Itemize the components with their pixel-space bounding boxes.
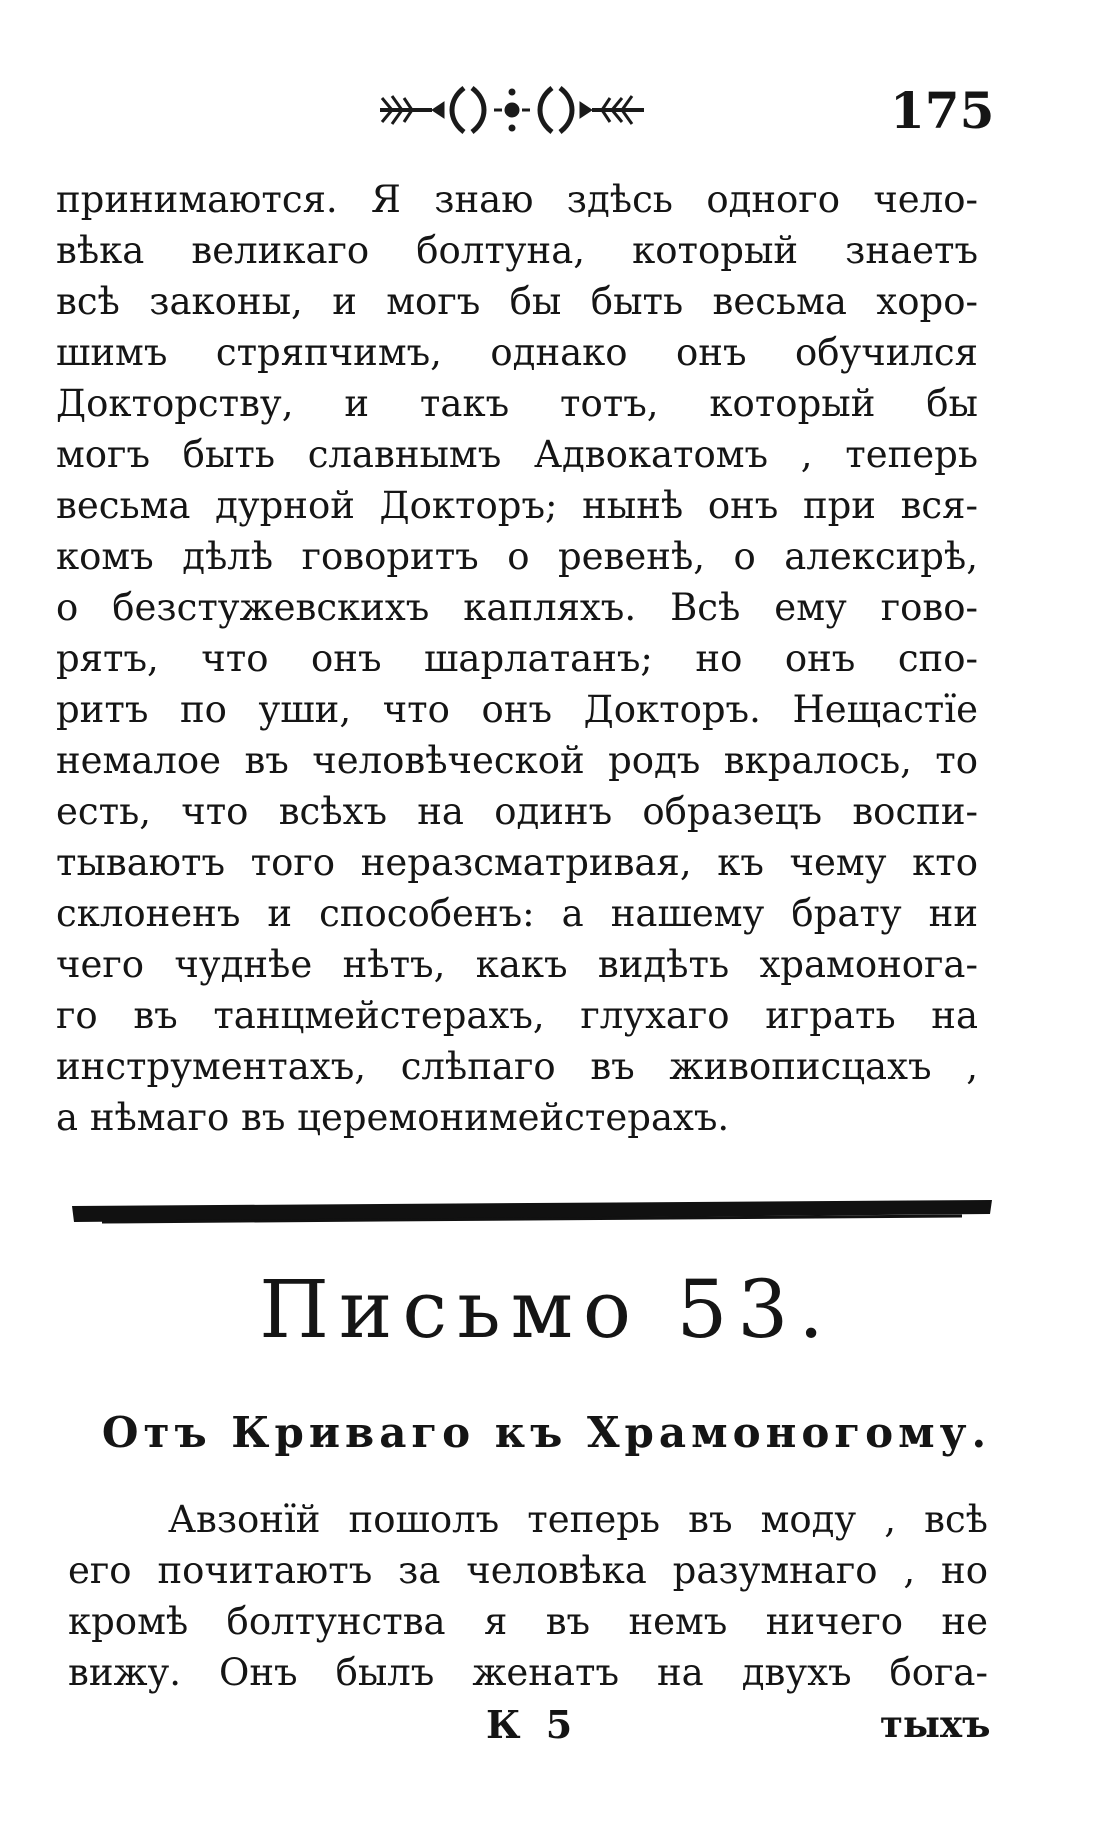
page-number: 175 — [890, 81, 995, 140]
text-line: шимъ стряпчимъ, однако онъ обучился — [56, 331, 978, 374]
text-line: могъ быть славнымъ Адвокатомъ , теперь — [56, 433, 978, 476]
body-text — [56, 174, 978, 1143]
text-line: немалое въ человѣческой родъ вкралось, то — [56, 739, 978, 782]
text-line: вѣка великаго болтуна, который знаетъ — [56, 229, 978, 272]
text-line: чего чуднѣе нѣтъ, какъ видѣть храмонога- — [56, 943, 978, 986]
text-line: тываютъ того неразсматривая, къ чему кто — [56, 841, 978, 884]
text-line: ритъ по уши, что онъ Докторъ. Нещастїе — [56, 688, 978, 731]
letter-heading: Отъ Криваго къ Храмоногому. — [101, 1408, 992, 1457]
text-line: го въ танцмейстерахъ, глухаго играть на — [56, 994, 978, 1037]
text-line: инструментахъ, слѣпаго въ живописцахъ , — [56, 1045, 978, 1088]
text-line: всѣ законы, и могъ бы быть весьма хоро- — [56, 280, 978, 323]
text-line: склоненъ и способенъ: а нашему брату ни — [56, 892, 978, 935]
text-line: принимаются. Я знаю здѣсь одного чело- — [56, 178, 978, 221]
letter-line: Авзонїй пошолъ теперь въ моду , всѣ — [168, 1498, 988, 1541]
text-line: комъ дѣлѣ говоритъ о ревенѣ, о алексирѣ, — [56, 535, 978, 578]
catchword: тыхъ — [880, 1702, 991, 1746]
text-line: рятъ, что онъ шарлатанъ; но онъ спо- — [56, 637, 978, 680]
printers-signature-mark: К 5 — [486, 1702, 579, 1747]
text-line: Докторству, и такъ тотъ, который бы — [56, 382, 978, 425]
text-line: есть, что всѣхъ на одинъ образецъ воспи- — [56, 790, 978, 833]
letter-text — [68, 1494, 988, 1698]
letter-title: Письмо 53. — [259, 1263, 834, 1356]
text-line: весьма дурной Докторъ; нынѣ онъ при вся- — [56, 484, 978, 527]
section-divider-rule — [72, 1196, 992, 1226]
text-line: о безстужевскихъ капляхъ. Всѣ ему гово- — [56, 586, 978, 629]
letter-line: кромѣ болтунства я въ немъ ничего не — [68, 1600, 988, 1643]
fleuron-ornament-icon — [372, 80, 652, 140]
text-line: а нѣмаго въ церемонимейстерахъ. — [56, 1096, 730, 1139]
letter-line: вижу. Онъ былъ женатъ на двухъ бога- — [68, 1651, 988, 1694]
letter-line: его почитаютъ за человѣка разумнаго , но — [68, 1549, 988, 1592]
